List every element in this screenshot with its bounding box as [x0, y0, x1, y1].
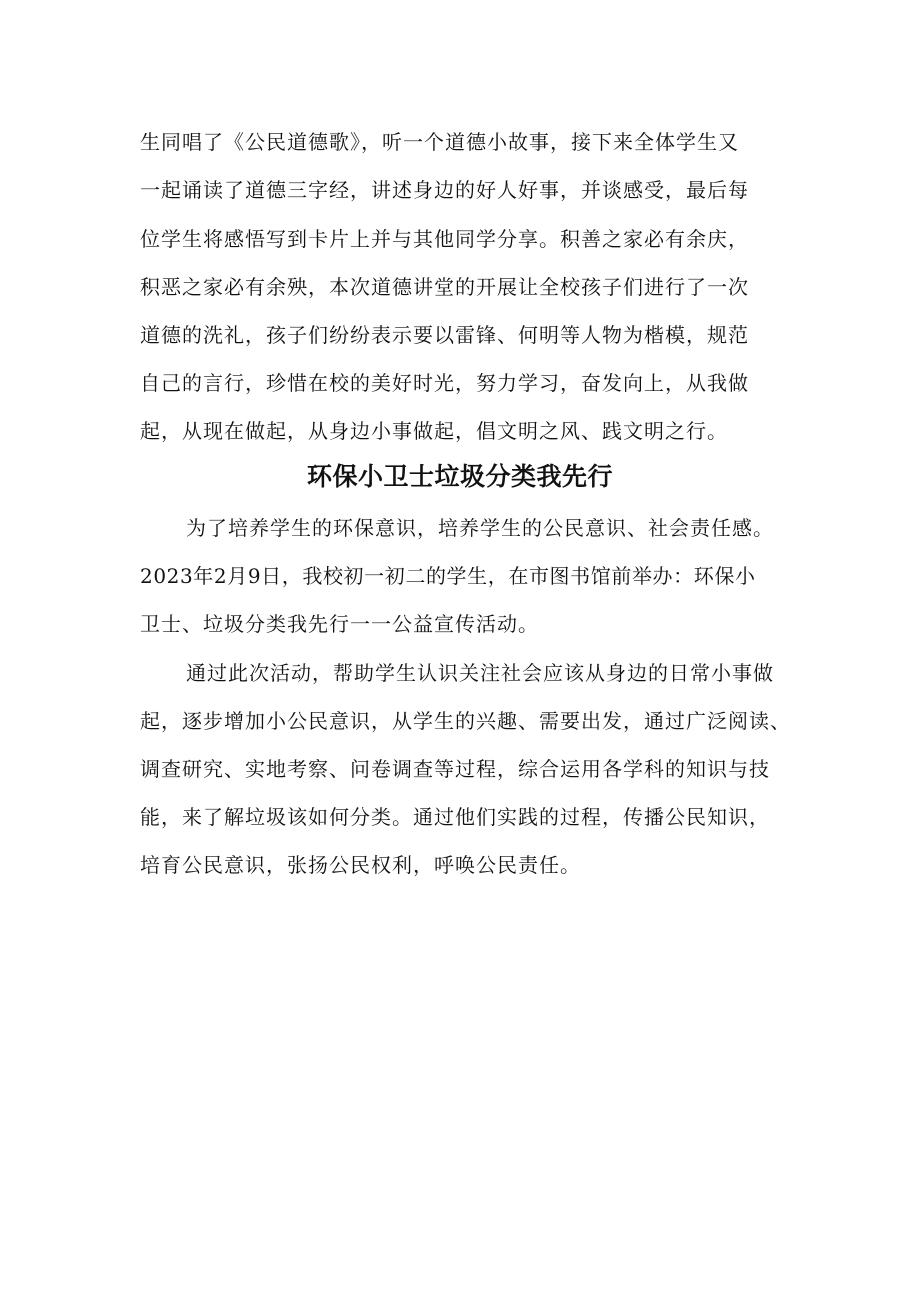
paragraph-line: 起，逐步增加小公民意识，从学生的兴趣、需要出发，通过广泛阅读、: [140, 709, 791, 733]
text-line: 位学生将感悟写到卡片上并与其他同学分享。积善之家必有余庆，: [140, 227, 749, 251]
text-line: 积恶之家必有余殃，本次道德讲堂的开展让全校孩子们进行了一次: [140, 275, 749, 299]
paragraph-line: 调查研究、实地考察、问卷调查等过程，综合运用各学科的知识与技: [140, 757, 770, 781]
paragraph-line: 卫士、垃圾分类我先行一一公益宣传活动。: [140, 612, 539, 636]
paragraph-line: 为了培养学生的环保意识，培养学生的公民意识、社会责任感。: [186, 516, 774, 540]
text-line: 生同唱了《公民道德歌》，听一个道德小故事，接下来全体学生又: [140, 130, 739, 154]
text-line: 自己的言行，珍惜在校的美好时光，努力学习，奋发向上，从我做: [140, 371, 749, 395]
text-line: 道德的洗礼，孩子们纷纷表示要以雷锋、何明等人物为楷模，规范: [140, 323, 749, 347]
text-line: 一起诵读了道德三字经，讲述身边的好人好事，并谈感受，最后每: [140, 178, 749, 202]
paragraph-line: 2023年2月9日，我校初一初二的学生，在市图书馆前举办：环保小: [140, 564, 756, 588]
section-title: 环保小卫士垃圾分类我先行: [306, 462, 613, 491]
paragraph-line: 能，来了解垃圾该如何分类。通过他们实践的过程，传播公民知识，: [140, 805, 770, 829]
text-line: 起，从现在做起，从身边小事做起，倡文明之风、践文明之行。: [140, 419, 728, 443]
paragraph-line: 通过此次活动，帮助学生认识关注社会应该从身边的日常小事做: [186, 661, 774, 685]
paragraph-line: 培育公民意识，张扬公民权利，呼唤公民责任。: [140, 853, 581, 877]
